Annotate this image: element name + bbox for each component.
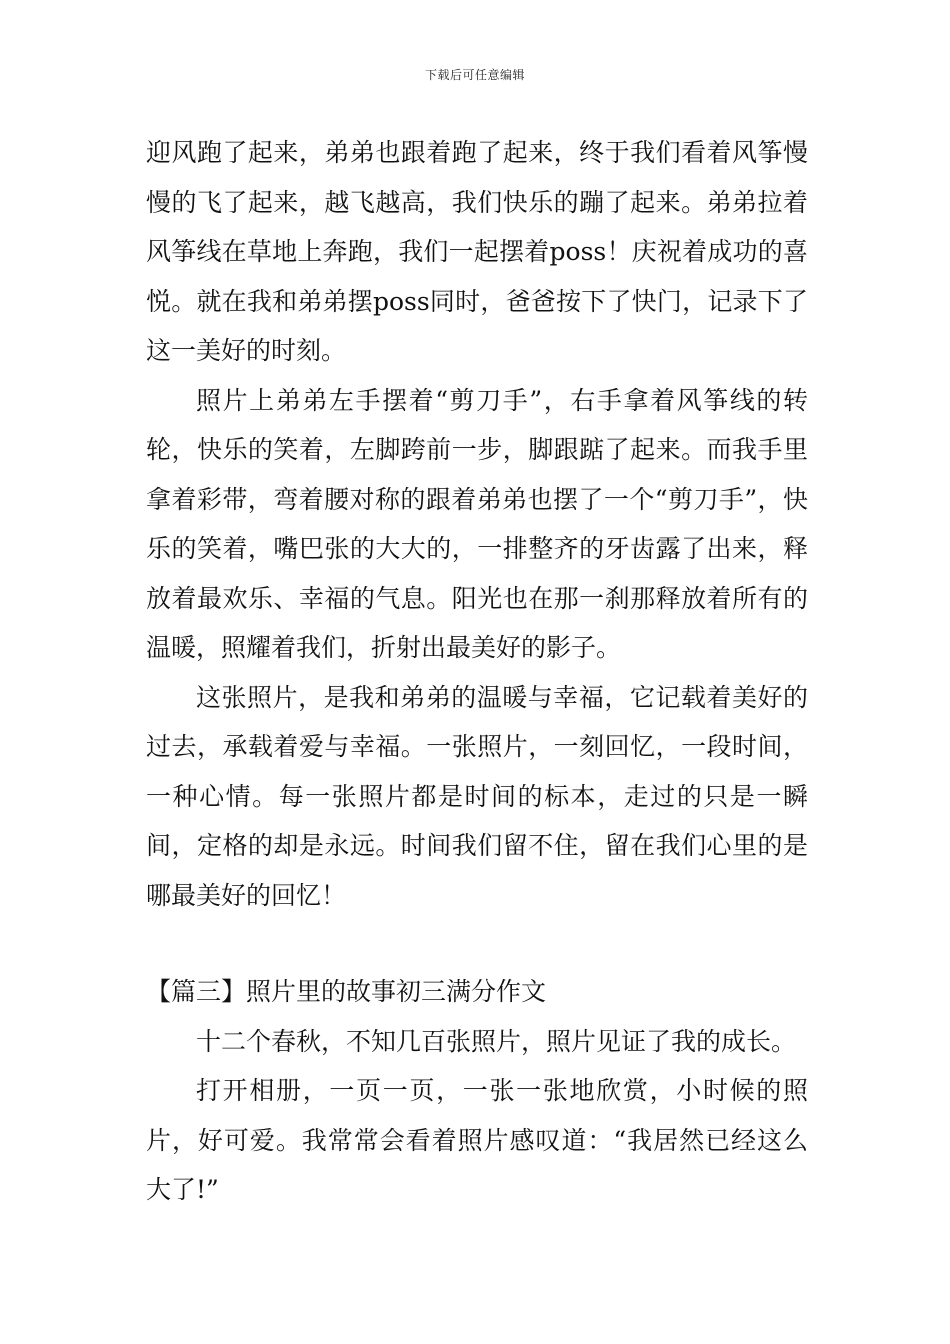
paragraph-3: 这张照片，是我和弟弟的温暖与幸福，它记载着美好的过去，承载着爱与幸福。一张照片，一刻回忆，一段时间，一种心情。每一张照片都是时间的标本，走过的只是一瞬间，定格的却是永远。时间我们留不住，留在我们心里的是哪最美好的回忆！ <box>146 682 808 910</box>
section-heading: 【篇三】照片里的故事初三满分作文 <box>146 977 547 1006</box>
section-gap <box>146 920 808 967</box>
document-body <box>146 128 808 1215</box>
paragraph-2: 照片上弟弟左手摆着“剪刀手”，右手拿着风筝线的转轮，快乐的笑着，左脚跨前一步，脚跟踮了起来。而我手里拿着彩带，弯着腰对称的跟着弟弟也摆了一个“剪刀手”，快乐的笑着，嘴巴张的大大的，一排整齐的牙齿露了出来，释放着最欢乐、幸福的气息。阳光也在那一刹那释放着所有的温暖，照耀着我们，折射出最美好的影子。 <box>146 385 808 662</box>
paragraph-1: 迎风跑了起来，弟弟也跟着跑了起来，终于我们看着风筝慢慢的飞了起来，越飞越高，我们快乐的蹦了起来。弟弟拉着风筝线在草地上奔跑，我们一起摆着poss！庆祝着成功的喜悦。就在我和弟弟摆poss同时，爸爸按下了快门，记录下了这一美好的时刻。 <box>146 138 808 365</box>
section-paragraph-2: 打开相册，一页一页，一张一张地欣赏，小时候的照片，好可爱。我常常会看着照片感叹道：“我居然已经这么大了!” <box>146 1076 808 1204</box>
section-paragraph-1: 十二个春秋，不知几百张照片，照片见证了我的成长。 <box>196 1026 797 1056</box>
header-note: 下载后可任意编辑 <box>424 68 525 82</box>
